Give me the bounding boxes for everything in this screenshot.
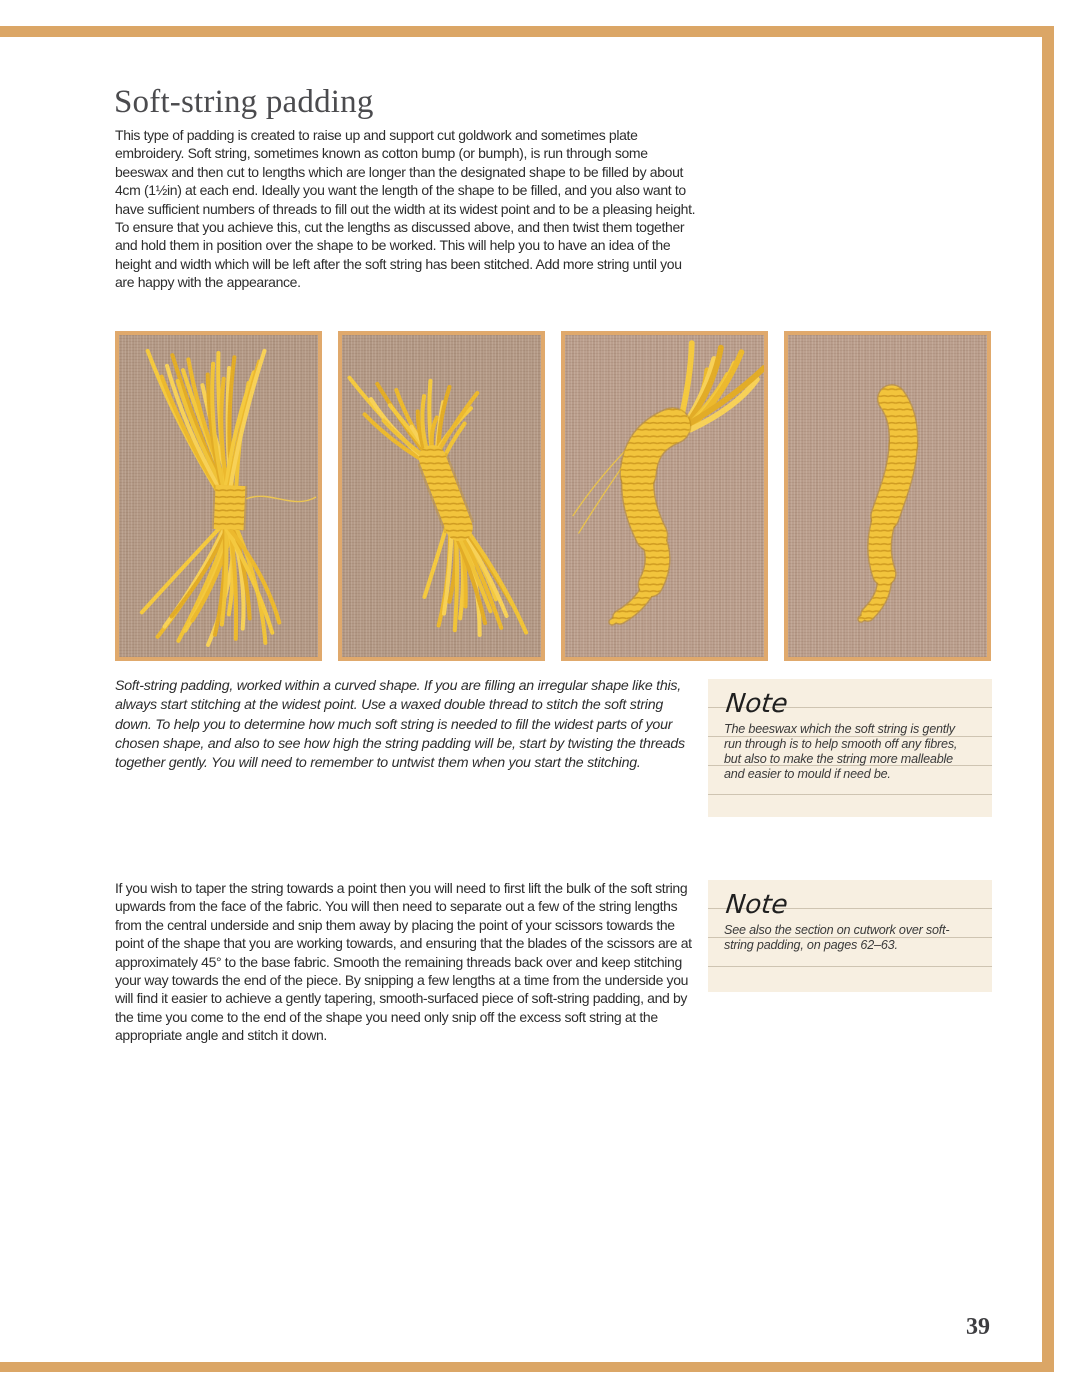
page-title: Soft-string padding (114, 84, 374, 120)
note-box-cutwork-reference (708, 880, 992, 992)
photo-padding-completed (784, 331, 991, 661)
bottom-border-bar (0, 1362, 1054, 1372)
page-number: 39 (966, 1314, 990, 1340)
taper-paragraph: If you wish to taper the string towards a point then you will need to first lift the bulk of the soft string upwards from the face of the fabric. You will then need to separate out a few of the string lengths from the central underside and snip them away by placing the point of your scissors towards the point of the shape that you are working towards, and ensuring that the blades of the scissors are at approximately 45° to the base fabric. Smooth the remaining threads back over and keep stitching your way towards the end of the piece. By snipping a few lengths at a time from the underside you will find it easier to achieve a gently tapering, smooth-surfaced piece of soft-string padding, and by the time you come to the end of the shape you need only snip off the excess soft string at the appropriate angle and stitch it down. (115, 880, 692, 1044)
note-text: See also the section on cutwork over soft-string padding, on pages 62–63. (724, 923, 950, 952)
photo-string-bundle-tied (115, 331, 322, 661)
photo-caption: Soft-string padding, worked within a curved shape. If you are filling an irregular shape like this, always start stitching at the widest point. Use a waxed double thread to stitch the soft string down. To help you to determine how much soft string is needed to fill the widest parts of your chosen shape, and also to see how high the string padding will be, start by twisting the threads together gently. You will need to remember to untwist them when you start the stitching. (115, 678, 685, 772)
right-border-bar (1042, 26, 1054, 1372)
string-bundle-twisted-illustration (342, 335, 541, 657)
top-border-bar (0, 26, 1054, 37)
note-title: Note (724, 890, 790, 920)
photo-string-bundle-twisted (338, 331, 545, 661)
intro-paragraph: This type of padding is created to raise up and support cut goldwork and sometimes plate embroidery. Soft string, sometimes known as cotton bump (or bumph), is run through some beeswax and then cut to lengths which are longer than the designated shape to be filled by about 4cm (1½in) at each end. Ideally you want the length of the shape to be filled, and you also want to have sufficient numbers of threads to fill out the width at its widest point and to be a pleasing height. To ensure that you achieve this, cut the lengths as discussed above, and then twist them together and hold them in position over the shape to be worked. This will help you to have an idea of the height and width which will be left after the soft string has been stitched. Add more string until you are happy with the appearance. (115, 127, 696, 291)
padding-partially-stitched-illustration (565, 335, 764, 657)
note-text: The beeswax which the soft string is gently run through is to help smooth off any fibres, but also to make the string more malleable and easier to mould if need be. (724, 722, 958, 781)
string-bundle-illustration (119, 335, 318, 657)
photo-padding-partially-stitched (561, 331, 768, 661)
padding-completed-illustration (788, 335, 987, 657)
note-box-beeswax (708, 679, 992, 817)
note-title: Note (724, 689, 790, 719)
